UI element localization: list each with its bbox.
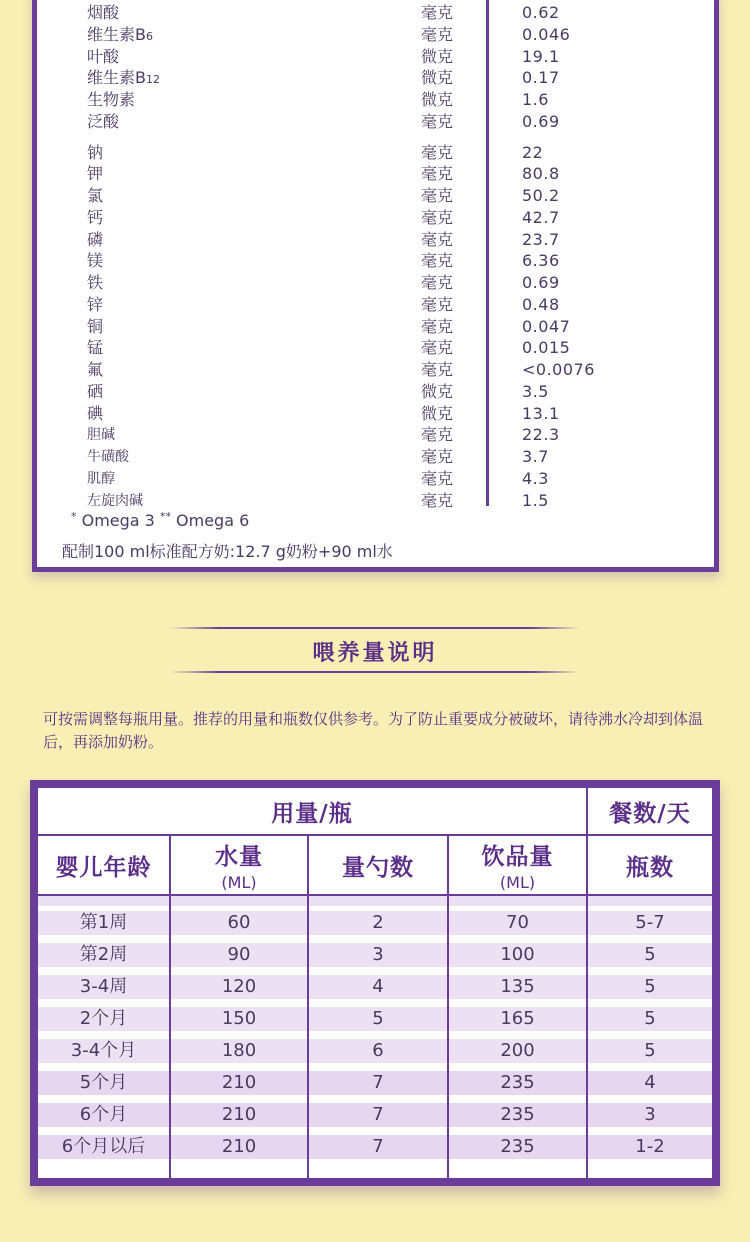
nutrition-row xyxy=(37,381,717,403)
table-cell-age: 第1周 xyxy=(79,912,128,933)
nutrient-value: 22.3 xyxy=(522,425,560,445)
table-cell-scoops: 7 xyxy=(372,1072,384,1093)
table-cell-bottles: 5 xyxy=(644,944,656,965)
nutrient-name xyxy=(87,359,103,381)
nutrient-name-text: 泛酸 xyxy=(87,111,120,131)
footnote-star-1: * xyxy=(71,510,77,523)
nutrient-name-text: 胆碱 xyxy=(87,427,115,444)
nutrient-unit: 微克 xyxy=(421,90,454,109)
header-meals-label: 餐数/天 xyxy=(609,800,691,827)
nutrient-name-text: 锌 xyxy=(87,294,104,314)
nutrient-unit: 毫克 xyxy=(421,294,454,314)
nutrient-name xyxy=(87,163,103,185)
feeding-section-title: 喂养量说明 xyxy=(312,641,438,666)
nutrient-name-text: 钙 xyxy=(87,207,104,227)
grid-vline-meals xyxy=(586,788,588,1178)
nutrient-name-text: 碘 xyxy=(87,403,104,423)
nutrient-unit: 毫克 xyxy=(421,207,454,227)
nutrient-value: 1.6 xyxy=(522,90,549,109)
nutrient-name-text: 钾 xyxy=(87,164,104,184)
nutrient-value: 0.69 xyxy=(522,273,560,292)
nutrient-name xyxy=(87,490,143,512)
nutrient-value: 22 xyxy=(522,142,544,162)
nutrition-row xyxy=(37,142,717,164)
nutrient-name-text: 铁 xyxy=(87,273,104,292)
nutrition-row xyxy=(37,424,717,446)
header-drink-label: 饮品量 xyxy=(481,844,554,870)
nutrient-name-text: 硒 xyxy=(87,381,104,401)
nutrient-unit: 微克 xyxy=(421,46,454,66)
table-top-strip xyxy=(38,896,712,906)
table-cell-bottles: 5-7 xyxy=(635,912,665,933)
nutrition-row xyxy=(37,67,717,89)
nutrient-value: 50.2 xyxy=(522,186,560,205)
footnote-omega6: Omega 6 xyxy=(176,511,250,530)
nutrition-row xyxy=(37,89,717,111)
nutrient-unit: 毫克 xyxy=(421,447,454,466)
nutrient-value: 0.047 xyxy=(522,316,571,336)
nutrient-name xyxy=(87,207,103,229)
nutrient-unit: 毫克 xyxy=(421,24,454,44)
table-cell-bottles: 4 xyxy=(644,1072,656,1093)
grid-hline-1 xyxy=(38,834,712,836)
nutrition-row xyxy=(37,163,717,185)
nutrient-name xyxy=(87,250,103,272)
nutrient-name-text: 氯 xyxy=(87,186,104,205)
nutrition-row xyxy=(37,24,717,46)
grid-hline-2 xyxy=(38,894,712,896)
title-rule-bottom xyxy=(170,671,580,673)
nutrient-name xyxy=(87,424,115,446)
nutrient-value: 3.7 xyxy=(522,447,549,466)
header-meals-per-day xyxy=(588,788,712,834)
table-cell-bottles: 3 xyxy=(644,1104,656,1125)
header-age xyxy=(38,836,169,894)
nutrient-value: 0.015 xyxy=(522,338,571,358)
nutrient-value: 3.5 xyxy=(522,381,549,401)
nutrition-row xyxy=(37,490,717,512)
table-cell-water: 60 xyxy=(227,912,251,933)
table-cell-bottles: 1-2 xyxy=(635,1136,665,1157)
table-cell-bottles: 5 xyxy=(644,1008,656,1029)
table-cell-age: 2个月 xyxy=(79,1008,128,1029)
nutrition-row xyxy=(37,359,717,381)
header-dose-label: 用量/瓶 xyxy=(271,800,353,827)
nutrient-subscript: 6 xyxy=(145,29,153,43)
nutrition-row xyxy=(37,316,717,338)
table-cell-drink: 135 xyxy=(500,976,535,997)
table-cell-bottles: 5 xyxy=(644,976,656,997)
table-cell-drink: 200 xyxy=(500,1040,535,1061)
table-cell-drink: 100 xyxy=(500,944,535,965)
nutrient-value: 42.7 xyxy=(522,207,560,227)
nutrition-row xyxy=(37,272,717,294)
header-drink xyxy=(449,836,586,894)
header-age-label: 婴儿年龄 xyxy=(55,854,152,881)
nutrition-row xyxy=(37,403,717,425)
omega-footnote xyxy=(71,510,249,530)
header-bottles-label: 瓶数 xyxy=(626,854,674,881)
nutrient-unit: 毫克 xyxy=(421,251,454,271)
nutrient-name-text: 左旋肉碱 xyxy=(87,492,143,509)
nutrient-name xyxy=(87,294,103,316)
nutrition-row xyxy=(37,250,717,272)
nutrient-name xyxy=(87,337,103,359)
feeding-intro-text: 可按需调整每瓶用量。推荐的用量和瓶数仅供参考。为了防止重要成分被破坏，请待沸水冷却到体温后，再添加奶粉。 xyxy=(43,710,704,751)
nutrient-name xyxy=(87,381,103,403)
nutrient-unit: 微克 xyxy=(421,403,454,423)
nutrient-name xyxy=(87,2,119,24)
nutrition-panel xyxy=(32,0,719,572)
grid-vline-age xyxy=(169,836,171,1178)
table-cell-drink: 235 xyxy=(500,1104,535,1125)
nutrient-name xyxy=(87,46,119,68)
nutrient-name-text: 锰 xyxy=(87,338,104,358)
nutrient-value: 23.7 xyxy=(522,229,560,249)
table-cell-water: 210 xyxy=(221,1104,257,1125)
nutrient-name xyxy=(87,185,103,207)
nutrient-name-text: 生物素 xyxy=(87,90,136,109)
nutrient-unit: 毫克 xyxy=(421,229,454,249)
nutrient-name xyxy=(87,403,103,425)
table-cell-age: 3-4个月 xyxy=(70,1040,137,1061)
nutrient-value: 0.62 xyxy=(522,3,560,22)
nutrient-name-text: 钠 xyxy=(87,142,104,162)
nutrient-value: <0.0076 xyxy=(522,360,595,379)
nutrient-name xyxy=(87,316,103,338)
nutrient-name xyxy=(87,24,153,48)
nutrient-value: 0.69 xyxy=(522,111,560,131)
header-scoops xyxy=(309,836,447,894)
nutrient-unit: 毫克 xyxy=(421,111,454,131)
nutrition-row xyxy=(37,46,717,68)
table-cell-scoops: 2 xyxy=(372,912,384,933)
header-water-label: 水量 xyxy=(215,844,263,870)
nutrient-value: 13.1 xyxy=(522,403,560,423)
nutrient-value: 0.17 xyxy=(522,68,560,88)
table-cell-bottles: 5 xyxy=(644,1040,656,1061)
nutrient-name-text: 铜 xyxy=(87,316,104,336)
table-cell-scoops: 5 xyxy=(372,1008,384,1029)
footnote-star-2: ** xyxy=(159,510,171,523)
table-cell-scoops: 7 xyxy=(372,1104,384,1125)
table-cell-water: 210 xyxy=(221,1072,257,1093)
nutrition-row xyxy=(37,229,717,251)
nutrient-name-text: 烟酸 xyxy=(87,3,120,22)
nutrient-value: 4.3 xyxy=(522,468,549,488)
nutrient-name-text: 维生素B xyxy=(87,68,146,88)
nutrient-unit: 毫克 xyxy=(421,273,454,292)
table-cell-age: 6个月以后 xyxy=(61,1136,146,1157)
header-water-unit: (ML) xyxy=(221,873,257,892)
nutrient-unit: 毫克 xyxy=(421,186,454,205)
nutrient-unit: 微克 xyxy=(421,381,454,401)
nutrient-unit: 毫克 xyxy=(421,3,454,22)
header-bottles xyxy=(588,836,712,894)
preparation-note: 配制100 ml标准配方奶:12.7 g奶粉+90 ml水 xyxy=(62,542,393,561)
nutrient-name-text: 牛磺酸 xyxy=(87,449,129,465)
table-cell-water: 180 xyxy=(221,1040,257,1061)
nutrient-name xyxy=(87,468,115,490)
header-water xyxy=(171,836,307,894)
nutrient-name-text: 叶酸 xyxy=(87,46,120,66)
nutrient-value: 0.046 xyxy=(522,24,571,44)
table-cell-drink: 235 xyxy=(500,1136,535,1157)
title-rule-top xyxy=(170,627,580,629)
nutrient-name-text: 磷 xyxy=(87,229,104,249)
nutrient-unit: 毫克 xyxy=(421,164,454,184)
nutrient-name-text: 镁 xyxy=(87,251,104,271)
nutrient-name xyxy=(87,229,103,251)
nutrient-unit: 毫克 xyxy=(421,338,454,358)
nutrition-row xyxy=(37,468,717,490)
nutrient-value: 6.36 xyxy=(522,251,560,271)
nutrient-name-text: 氟 xyxy=(87,360,104,379)
nutrient-subscript: 12 xyxy=(145,73,160,87)
table-cell-water: 150 xyxy=(221,1008,257,1029)
nutrient-name xyxy=(87,67,160,91)
nutrient-value: 0.48 xyxy=(522,294,560,314)
nutrition-row xyxy=(37,185,717,207)
table-cell-drink: 165 xyxy=(500,1008,535,1029)
nutrition-row xyxy=(37,111,717,133)
table-cell-drink: 235 xyxy=(500,1072,535,1093)
nutrient-unit: 毫克 xyxy=(421,316,454,336)
nutrition-row xyxy=(37,337,717,359)
nutrition-row xyxy=(37,294,717,316)
nutrient-unit: 毫克 xyxy=(421,142,454,162)
table-cell-scoops: 3 xyxy=(372,944,384,965)
grid-vline-scoops xyxy=(447,836,449,1178)
table-cell-scoops: 4 xyxy=(372,976,384,997)
table-cell-water: 210 xyxy=(221,1136,257,1157)
nutrient-value: 19.1 xyxy=(522,46,560,66)
table-cell-scoops: 6 xyxy=(372,1040,384,1061)
table-cell-age: 5个月 xyxy=(79,1072,128,1093)
header-drink-unit: (ML) xyxy=(499,873,536,892)
footnote-omega3: Omega 3 xyxy=(81,511,155,530)
table-cell-drink: 70 xyxy=(506,912,529,933)
feeding-table xyxy=(30,780,720,1186)
table-cell-age: 6个月 xyxy=(79,1104,128,1125)
nutrition-row xyxy=(37,207,717,229)
nutrient-unit: 微克 xyxy=(421,68,454,88)
nutrient-name xyxy=(87,272,103,294)
nutrition-row xyxy=(37,446,717,468)
table-cell-water: 120 xyxy=(221,976,257,997)
grid-vline-water xyxy=(307,836,309,1178)
nutrient-name xyxy=(87,142,103,164)
nutrition-row xyxy=(37,2,717,24)
table-cell-age: 3-4周 xyxy=(79,976,128,997)
nutrient-unit: 毫克 xyxy=(421,425,454,445)
nutrient-name xyxy=(87,446,129,468)
table-cell-water: 90 xyxy=(227,944,251,965)
nutrient-name-text: 维生素B xyxy=(87,24,146,44)
nutrient-unit: 毫克 xyxy=(421,490,454,510)
table-cell-age: 第2周 xyxy=(79,944,128,965)
nutrient-name xyxy=(87,89,135,111)
nutrient-value: 80.8 xyxy=(522,164,560,184)
feeding-table-body xyxy=(38,788,712,1178)
nutrient-unit: 毫克 xyxy=(421,360,454,379)
nutrient-value: 1.5 xyxy=(522,490,549,510)
nutrient-name xyxy=(87,111,119,133)
nutrient-unit: 毫克 xyxy=(421,468,454,488)
table-cell-scoops: 7 xyxy=(372,1136,384,1157)
header-scoops-label: 量勺数 xyxy=(342,854,414,881)
header-dose-per-bottle xyxy=(38,788,586,834)
nutrient-name-text: 肌醇 xyxy=(87,470,115,487)
